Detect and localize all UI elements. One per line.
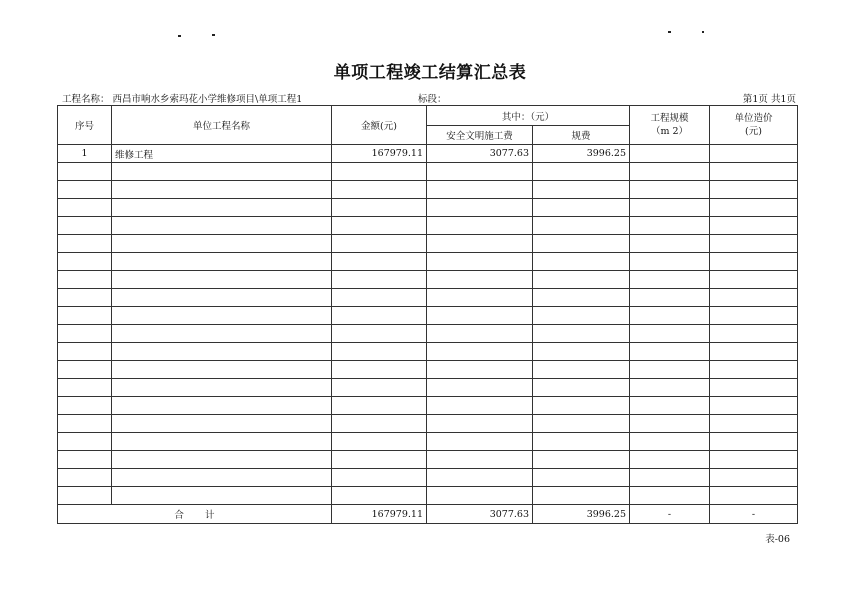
cell-amount: 167979.11 [332,145,427,163]
table-row [58,379,798,397]
cell-safety-fee [427,415,533,433]
cell-seq [58,217,112,235]
header-safety-fee: 安全文明施工费 [427,126,533,145]
cell-safety-fee [427,271,533,289]
cell-scale [630,163,710,181]
project-label: 工程名称： [62,94,110,105]
cell-regulatory-fee [533,433,630,451]
cell-safety-fee [427,253,533,271]
cell-amount [332,217,427,235]
cell-unit-name [112,253,332,271]
cell-unit-cost [710,235,798,253]
cell-unit-name [112,397,332,415]
cell-seq [58,253,112,271]
cell-scale [630,271,710,289]
cell-seq: 1 [58,145,112,163]
cell-unit-cost [710,397,798,415]
table-row [58,163,798,181]
cell-seq [58,415,112,433]
header-unit-cost-line2: (元) [745,126,762,137]
cell-safety-fee [427,181,533,199]
cell-amount [332,487,427,505]
cell-scale [630,253,710,271]
form-number: 表-06 [765,534,790,545]
cell-regulatory-fee [533,325,630,343]
cell-amount [332,415,427,433]
cell-safety-fee [427,163,533,181]
cell-seq [58,163,112,181]
cell-scale [630,451,710,469]
cell-unit-name [112,163,332,181]
cell-scale [630,235,710,253]
cell-seq [58,397,112,415]
cell-amount [332,253,427,271]
cell-unit-cost [710,487,798,505]
cell-safety-fee [427,235,533,253]
cell-amount [332,325,427,343]
cell-unit-name [112,325,332,343]
cell-amount [332,379,427,397]
cell-unit-cost [710,289,798,307]
cell-unit-cost [710,433,798,451]
cell-seq [58,289,112,307]
cell-safety-fee [427,325,533,343]
cell-safety-fee [427,433,533,451]
cell-amount [332,307,427,325]
cell-seq [58,379,112,397]
cell-unit-name [112,379,332,397]
table-row [58,343,798,361]
cell-amount [332,397,427,415]
cell-scale [630,325,710,343]
cell-amount [332,433,427,451]
cell-safety-fee: 3077.63 [427,145,533,163]
cell-unit-name [112,415,332,433]
table-row [58,415,798,433]
section-label: 标段： [418,94,447,105]
cell-regulatory-fee [533,415,630,433]
header-unit-name: 单位工程名称 [112,106,332,145]
header-regulatory-fee: 规费 [533,126,630,145]
table-row [58,289,798,307]
cell-unit-cost [710,145,798,163]
cell-scale [630,361,710,379]
cell-seq [58,361,112,379]
project-name: 西昌市响水乡索玛花小学维修项目\单项工程1 [112,94,303,105]
table-row [58,361,798,379]
cell-scale [630,307,710,325]
page-info: 第1页 共1页 [742,94,796,105]
total-safety-fee: 3077.63 [427,505,533,524]
cell-unit-cost [710,469,798,487]
total-regulatory-fee: 3996.25 [533,505,630,524]
cell-unit-cost [710,325,798,343]
total-scale: - [630,505,710,524]
cell-unit-cost [710,361,798,379]
cell-regulatory-fee [533,199,630,217]
cell-amount [332,235,427,253]
cell-unit-name [112,451,332,469]
cell-unit-cost [710,415,798,433]
cell-unit-name [112,217,332,235]
cell-unit-name [112,181,332,199]
total-amount: 167979.11 [332,505,427,524]
cell-seq [58,487,112,505]
cell-scale [630,289,710,307]
cell-safety-fee [427,469,533,487]
cell-amount [332,271,427,289]
cell-amount [332,181,427,199]
scan-speck [702,31,704,33]
header-scale-line2: （m 2） [650,126,689,137]
cell-regulatory-fee [533,343,630,361]
table-row [58,235,798,253]
cell-unit-name [112,235,332,253]
cell-unit-name [112,199,332,217]
table-row [58,271,798,289]
header-seq: 序号 [58,106,112,145]
cell-scale [630,199,710,217]
cell-scale [630,343,710,361]
table-row [58,199,798,217]
cell-unit-cost [710,379,798,397]
table-row [58,181,798,199]
cell-safety-fee [427,397,533,415]
table-body [58,145,798,505]
cell-scale [630,217,710,235]
cell-safety-fee [427,199,533,217]
scan-speck [178,35,181,37]
cell-unit-cost [710,199,798,217]
cell-amount [332,289,427,307]
cell-safety-fee [427,217,533,235]
cell-unit-cost [710,217,798,235]
cell-scale [630,469,710,487]
cell-unit-cost [710,343,798,361]
cell-unit-name [112,343,332,361]
cell-seq [58,325,112,343]
cell-safety-fee [427,289,533,307]
table-row [58,217,798,235]
table-row [58,397,798,415]
cell-scale [630,397,710,415]
cell-regulatory-fee: 3996.25 [533,145,630,163]
cell-seq [58,235,112,253]
header-unit-cost-line1: 单位造价 [734,113,773,124]
cell-regulatory-fee [533,487,630,505]
cell-regulatory-fee [533,163,630,181]
cell-regulatory-fee [533,271,630,289]
cell-unit-cost [710,181,798,199]
header-row [58,106,798,126]
cell-regulatory-fee [533,253,630,271]
cell-unit-name [112,487,332,505]
scan-speck [668,31,671,33]
cell-unit-name [112,469,332,487]
cell-regulatory-fee [533,307,630,325]
cell-safety-fee [427,379,533,397]
cell-regulatory-fee [533,361,630,379]
cell-seq [58,307,112,325]
table-row [58,253,798,271]
cell-seq [58,433,112,451]
total-row [58,505,798,524]
cell-unit-cost [710,253,798,271]
document-title: 单项工程竣工结算汇总表 [333,63,527,83]
cell-unit-name: 维修工程 [112,145,332,163]
cell-scale [630,487,710,505]
header-amount: 金额(元) [332,106,427,145]
header-scale [630,106,710,145]
header-of-which: 其中：（元） [427,106,630,126]
cell-unit-name [112,271,332,289]
cell-safety-fee [427,451,533,469]
scan-speck [212,34,215,36]
table-row [58,307,798,325]
cell-unit-name [112,307,332,325]
table-row [58,487,798,505]
cell-amount [332,451,427,469]
cell-regulatory-fee [533,217,630,235]
cell-seq [58,199,112,217]
cell-seq [58,271,112,289]
cell-unit-name [112,433,332,451]
cell-amount [332,163,427,181]
cell-unit-cost [710,307,798,325]
cell-regulatory-fee [533,469,630,487]
table-row [58,145,798,163]
cell-seq [58,181,112,199]
cell-scale [630,145,710,163]
table-row [58,451,798,469]
cell-seq [58,343,112,361]
cell-scale [630,433,710,451]
header-unit-cost [710,106,798,145]
cell-unit-cost [710,271,798,289]
header-scale-line1: 工程规模 [650,113,689,124]
cell-scale [630,379,710,397]
cell-unit-name [112,289,332,307]
cell-regulatory-fee [533,235,630,253]
cell-unit-cost [710,451,798,469]
cell-amount [332,343,427,361]
table-row [58,433,798,451]
total-label: 合 计 [58,505,332,524]
cell-regulatory-fee [533,289,630,307]
cell-unit-cost [710,163,798,181]
cell-scale [630,181,710,199]
cell-safety-fee [427,487,533,505]
cell-amount [332,361,427,379]
cell-safety-fee [427,361,533,379]
cell-safety-fee [427,307,533,325]
cell-regulatory-fee [533,397,630,415]
cell-unit-name [112,361,332,379]
table-row [58,325,798,343]
cell-seq [58,451,112,469]
cell-amount [332,469,427,487]
project-info [62,91,302,105]
summary-table [57,105,798,524]
cell-regulatory-fee [533,181,630,199]
cell-safety-fee [427,343,533,361]
cell-regulatory-fee [533,451,630,469]
cell-seq [58,469,112,487]
total-unit-cost: - [710,505,798,524]
table-row [58,469,798,487]
cell-regulatory-fee [533,379,630,397]
cell-scale [630,415,710,433]
cell-amount [332,199,427,217]
